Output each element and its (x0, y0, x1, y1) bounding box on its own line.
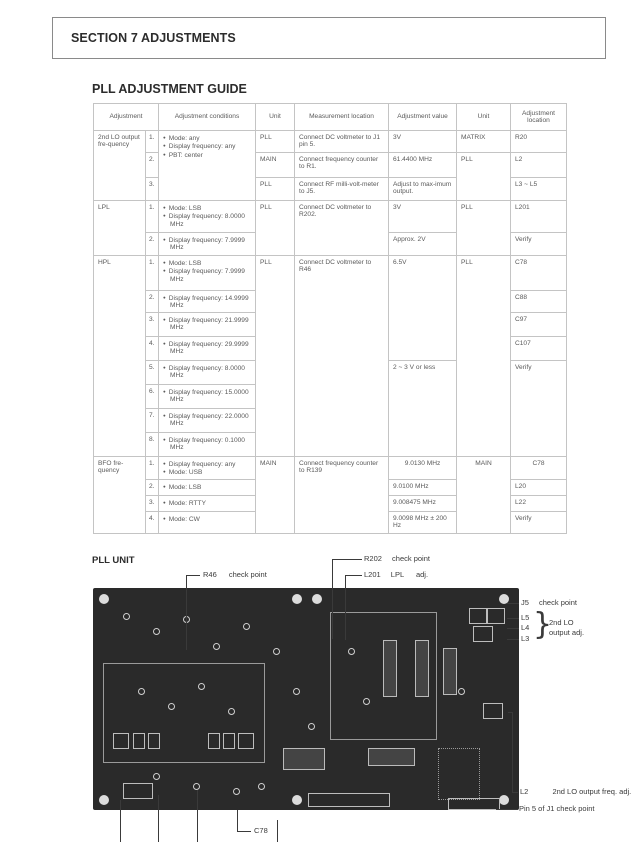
table-row (94, 457, 567, 480)
leader-line (507, 603, 519, 604)
value: 9.0098 MHz ± 200 Hz (389, 511, 457, 533)
location: L22 (511, 495, 567, 511)
header-unit: Unit (256, 104, 295, 131)
step-num: 1. (146, 457, 159, 480)
location: C78 (511, 457, 567, 480)
ic-chip (368, 748, 415, 766)
component (258, 783, 265, 790)
callout-l201 (364, 570, 428, 579)
callout-l2 (520, 787, 631, 796)
guide-title: PLL ADJUSTMENT GUIDE (92, 82, 247, 96)
coil (133, 733, 145, 749)
component (153, 773, 160, 780)
step-num: 8. (146, 433, 159, 457)
component (198, 683, 205, 690)
measurement: Connect DC voltmeter to R46 (295, 256, 389, 457)
conditions (159, 313, 256, 337)
step-num: 1. (146, 131, 159, 153)
component (138, 688, 145, 695)
value: 3V (389, 201, 457, 233)
location: Verify (511, 511, 567, 533)
component (308, 723, 315, 730)
unit: PLL (256, 178, 295, 201)
conditions (159, 201, 256, 233)
leader-line (197, 790, 198, 842)
connector (308, 793, 390, 807)
leader-line (158, 795, 159, 842)
callout-desc: check point (539, 598, 577, 607)
component (193, 783, 200, 790)
condition-item: ● Display frequency: 7.9999 MHz (163, 236, 251, 252)
condition-item: ● Display frequency: 0.1000 MHz (163, 436, 251, 452)
component (153, 628, 160, 635)
condition-item: ● Display frequency: 21.9999 MHz (163, 316, 251, 332)
value: Adjust to max-imum output. (389, 178, 457, 201)
value: 3V (389, 131, 457, 153)
conditions (159, 409, 256, 433)
step-num: 2. (146, 153, 159, 178)
location: C88 (511, 291, 567, 313)
measurement: Connect DC voltmeter to R202. (295, 201, 389, 256)
callout-l3: L3 (521, 634, 530, 643)
callout-r46 (203, 570, 267, 579)
step-num: 1. (146, 256, 159, 291)
condition-item: ● PBT: center (163, 151, 251, 159)
header-unit2: Unit (457, 104, 511, 131)
conditions (159, 131, 256, 201)
callout-2nd-lo-group (549, 618, 584, 638)
leader-line (345, 575, 346, 640)
component (293, 688, 300, 695)
location: C107 (511, 337, 567, 361)
callout-desc: LPL (390, 570, 404, 579)
condition-item: ● Display frequency: 7.9999 MHz (163, 267, 251, 283)
condition-item: ● Mode: LSB (163, 483, 251, 491)
condition-item: ● Mode: USB (163, 468, 251, 476)
adjustment-name: HPL (94, 256, 146, 457)
step-num: 2. (146, 233, 159, 256)
leader-line (186, 575, 200, 576)
conditions (159, 361, 256, 385)
measurement: Connect RF milli-volt-meter to J5. (295, 178, 389, 201)
mount-hole (312, 594, 322, 604)
location: L3 ~ L5 (511, 178, 567, 201)
location: C78 (511, 256, 567, 291)
component (458, 688, 465, 695)
step-num: 7. (146, 409, 159, 433)
condition-item: ● Mode: any (163, 134, 251, 142)
table-row (94, 131, 567, 153)
unit: PLL (256, 131, 295, 153)
adjustment-name: BFO fre-quency (94, 457, 146, 534)
unit2: PLL (457, 153, 511, 201)
conditions (159, 233, 256, 256)
mount-hole (99, 594, 109, 604)
mount-hole (99, 795, 109, 805)
condition-item: ● Mode: CW (163, 515, 251, 523)
header-measurement: Measurement location (295, 104, 389, 131)
section-title: SECTION 7 ADJUSTMENTS (71, 31, 236, 45)
component (228, 708, 235, 715)
connector-j1 (448, 798, 500, 810)
callout-j1: Pin 5 of J1 check point (519, 804, 595, 813)
mount-hole (292, 795, 302, 805)
step-num: 3. (146, 178, 159, 201)
step-num: 1. (146, 201, 159, 233)
location: C97 (511, 313, 567, 337)
ic-chip (443, 648, 457, 695)
leader-line (332, 559, 362, 560)
leader-line (345, 575, 362, 576)
leader-line (237, 810, 238, 832)
step-num: 3. (146, 495, 159, 511)
leader-line (507, 618, 519, 619)
component (168, 703, 175, 710)
header-location: Adjustment location (511, 104, 567, 131)
leader-line (237, 831, 251, 832)
callout-desc: check point (228, 570, 267, 579)
leader-line (332, 559, 333, 639)
step-num: 2. (146, 291, 159, 313)
ic-chip (283, 748, 325, 770)
brace-icon: } (533, 607, 553, 642)
step-num: 4. (146, 511, 159, 533)
callout-desc: 2nd LO output freq. adj. (552, 787, 632, 796)
value: 9.0130 MHz (389, 457, 457, 480)
callout-l5: L5 (521, 613, 530, 622)
section-header (52, 17, 606, 59)
callout-ref: R202 (364, 554, 382, 563)
adjustment-name: 2nd LO output fre-quency (94, 131, 146, 201)
coil (223, 733, 235, 749)
condition-item: ● Mode: LSB (163, 259, 251, 267)
unit: MAIN (256, 153, 295, 178)
leader-line (507, 639, 519, 640)
step-num: 5. (146, 361, 159, 385)
leader-line (512, 712, 513, 792)
step-num: 4. (146, 337, 159, 361)
measurement: Connect frequency counter to R1. (295, 153, 389, 178)
value: Approx. 2V (389, 233, 457, 256)
location: L2 (511, 153, 567, 178)
conditions (159, 291, 256, 313)
pll-board-photo (93, 588, 519, 810)
step-num: 3. (146, 313, 159, 337)
measurement: Connect DC voltmeter to J1 pin 5. (295, 131, 389, 153)
value: 2 ~ 3 V or less (389, 361, 457, 457)
table-row (94, 256, 567, 291)
conditions (159, 385, 256, 409)
callout-l4: L4 (521, 623, 530, 632)
conditions (159, 256, 256, 291)
condition-item: ● Display frequency: 29.9999 MHz (163, 340, 251, 356)
component (273, 648, 280, 655)
conditions (159, 479, 256, 495)
leader-line (496, 809, 518, 810)
table-header-row (94, 104, 567, 131)
pll-adjustment-table (93, 103, 567, 534)
mount-hole (292, 594, 302, 604)
condition-item: ● Display frequency: 15.0000 MHz (163, 388, 251, 404)
conditions (159, 433, 256, 457)
value: 9.008475 MHz (389, 495, 457, 511)
component (243, 623, 250, 630)
callout-j5 (521, 598, 577, 607)
pll-unit-title: PLL UNIT (92, 555, 135, 566)
mount-hole (499, 795, 509, 805)
coil-l4 (487, 608, 505, 624)
callout-ref: L201 (364, 570, 381, 579)
leader-line (512, 792, 518, 793)
callout-desc: 2nd LO (549, 618, 574, 627)
condition-item: ● Mode: RTTY (163, 499, 251, 507)
unit2: MATRIX (457, 131, 511, 153)
table-row (94, 201, 567, 233)
leader-line (277, 820, 278, 842)
connector (123, 783, 153, 799)
measurement: Connect frequency counter to R139 (295, 457, 389, 534)
unit: PLL (256, 256, 295, 457)
ic-chip (415, 640, 429, 697)
coil-l3 (473, 626, 493, 642)
coil-l2 (483, 703, 503, 719)
location: Verify (511, 233, 567, 256)
condition-item: ● Display frequency: 14.9999 MHz (163, 294, 251, 310)
conditions (159, 511, 256, 533)
coil-l5 (469, 608, 487, 624)
component (233, 788, 240, 795)
condition-item: ● Mode: LSB (163, 204, 251, 212)
unit2: MAIN (457, 457, 511, 534)
coil (148, 733, 160, 749)
condition-item: ● Display frequency: 8.0000 MHz (163, 212, 251, 228)
callout-desc: output adj. (549, 628, 585, 637)
conditions (159, 495, 256, 511)
conditions (159, 457, 256, 480)
callout-ref: J5 (521, 598, 529, 607)
unit2: PLL (457, 201, 511, 256)
location: L20 (511, 479, 567, 495)
unit: MAIN (256, 457, 295, 534)
value: 61.4400 MHz (389, 153, 457, 178)
leader-line (120, 800, 121, 842)
condition-item: ● Display frequency: 22.0000 MHz (163, 412, 251, 428)
header-value: Adjustment value (389, 104, 457, 131)
value: 9.0100 MHz (389, 479, 457, 495)
ic-chip (383, 640, 397, 697)
adjustment-name: LPL (94, 201, 146, 256)
step-num: 2. (146, 479, 159, 495)
coil (238, 733, 254, 749)
condition-item: ● Display frequency: 8.0000 MHz (163, 364, 251, 380)
location: R20 (511, 131, 567, 153)
coil (113, 733, 129, 749)
condition-item: ● Display frequency: any (163, 142, 251, 150)
step-num: 6. (146, 385, 159, 409)
location: Verify (511, 361, 567, 457)
callout-ref: L2 (520, 787, 529, 796)
callout-desc: check point (392, 554, 430, 563)
leader-line (186, 575, 187, 650)
callout-ref: R46 (203, 570, 217, 579)
leader-line (507, 628, 519, 629)
location: L201 (511, 201, 567, 233)
unit2: PLL (457, 256, 511, 457)
header-conditions: Adjustment conditions (159, 104, 256, 131)
header-adjustment: Adjustment (94, 104, 159, 131)
component (213, 643, 220, 650)
component (123, 613, 130, 620)
component (348, 648, 355, 655)
conditions (159, 337, 256, 361)
coil (208, 733, 220, 749)
shield-outline (438, 748, 480, 800)
value: 6.5V (389, 256, 457, 361)
callout-desc: adj. (415, 570, 429, 579)
unit: PLL (256, 201, 295, 256)
condition-item: ● Display frequency: any (163, 460, 251, 468)
callout-c78: C78 (254, 826, 268, 835)
callout-r202 (364, 554, 430, 563)
component (363, 698, 370, 705)
